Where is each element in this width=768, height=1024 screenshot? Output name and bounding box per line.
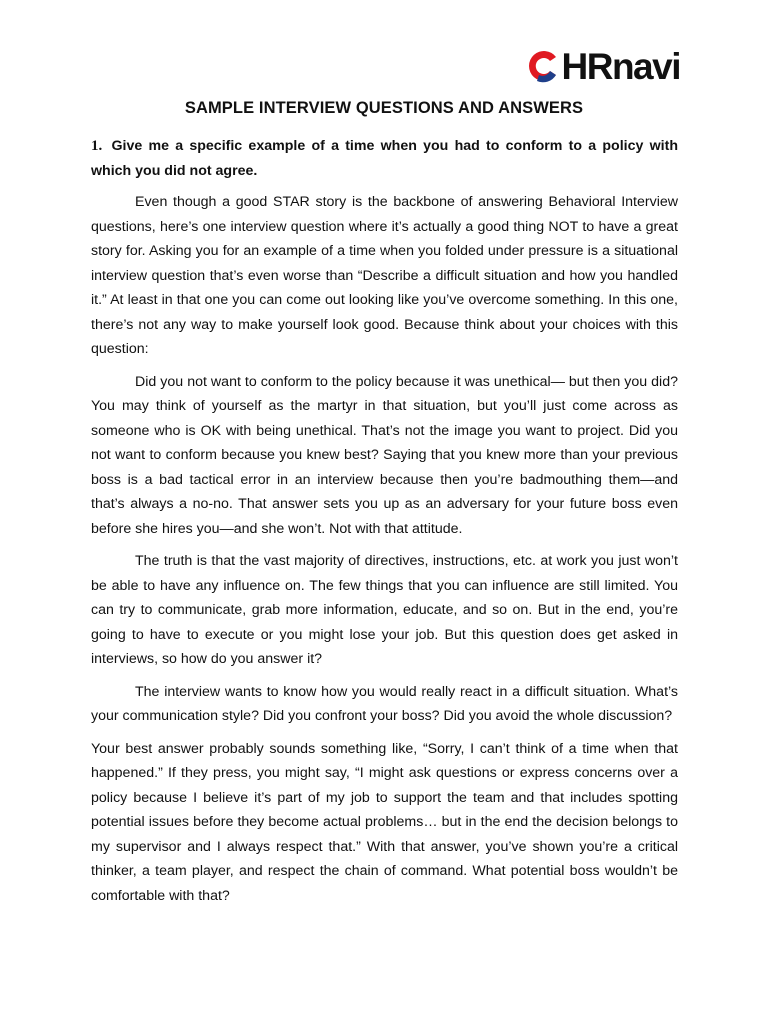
question-number: 1. <box>91 138 103 154</box>
question-text: Give me a specific example of a time when you had to conform to a policy with which you did not agree. <box>91 138 678 179</box>
paragraph: Did you not want to conform to the policy because it was unethical— but then you did? You may think of yourself as the martyr in that situation, but you’ll just come across as someone who is OK with being unethical. That’s not the image you want to project. Did you not want to conform because you knew best? Saying that you knew more than your previous boss is a bad tactical error in an interview because then you’re badmouthing them—and that’s always a no-no. That answer sets you up as an adversary for your future boss even before she hires you—and she won’t. Not with that attitude. <box>91 373 678 537</box>
paragraph: The truth is that the vast majority of directives, instructions, etc. at work you just won’t be able to have any influence on. The few things that you can influence are still limited. You can try to communicate, grab more information, educate, and so on. But in the end, you’re going to have to execute or you might lose your job. But this question does get asked in interviews, so how do you answer it? <box>91 553 678 667</box>
paragraph: Even though a good STAR story is the backbone of answering Behavioral Interview questions, here’s one interview question where it’s actually a good thing NOT to have a great story for. Asking you for an example of a time when you folded under pressure is a situational interview question that’s even worse than “Describe a difficult situation and how you handled it.” At least in that one you can come out looking like you’ve overcome something. In this one, there’s not any way to make yourself look good. Because think about your choices with this question: <box>91 194 678 357</box>
document-title: SAMPLE INTERVIEW QUESTIONS AND ANSWERS <box>184 99 584 117</box>
hrnavi-logo-mark-icon <box>525 48 561 84</box>
paragraph: The interview wants to know how you would really react in a difficult situation. What’s your communication style? Did you confront your boss? Did you avoid the whole discussion? <box>91 683 678 724</box>
question-heading <box>91 134 678 184</box>
paragraph: Your best answer probably sounds something like, “Sorry, I can’t think of a time when that happened.” If they press, you might say, “I might ask questions or express concerns over a policy because I believe it’s part of my job to support the team and that includes spotting potential issues before they become actual problems… but in the end the decision belongs to my supervisor and I always respect that.” With that answer, you’ve shown you’re a critical thinker, a team player, and respect the chain of command. What potential boss wouldn’t be comfortable with that? <box>91 740 678 904</box>
logo-wordmark: HRnavi <box>561 45 680 87</box>
document-body <box>91 134 678 916</box>
hrnavi-logo <box>525 44 680 88</box>
